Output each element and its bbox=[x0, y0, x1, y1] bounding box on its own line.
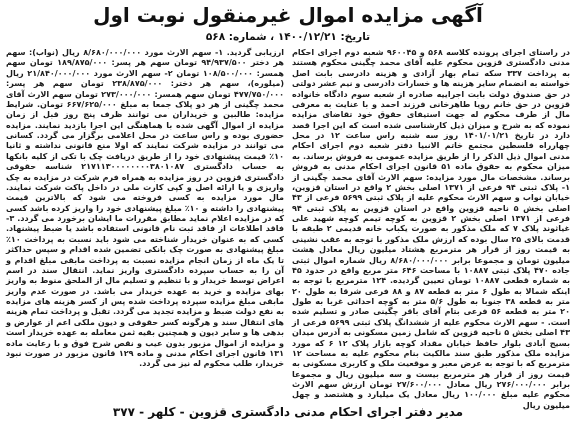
left-column-text: ارزیابی گردید. ۱- سهم الارث مورد ۸/۶۸۰/۰۰۰/۰۰۰ ریال (نواب): سهم هر دختر ۹۴/۹۳۷/۵۰۰ تومان سهم هر پسر: ۱۸۹/۸۷۵/۰۰۰ تومان سهم همسر: ۱۰۸/۵۰۰/۰۰۰ تومان ۲- سهم الارث مورد ۲۱/۸۴۰/۰۰۰/۰۰۰ ریال (میلوره)، سهم هر دختر: ۲۳۸/۸۷۵/۰۰۰ تومان سهم هر پسر: ۴۷۷/۷۵۰/۰۰۰ تومان سهم همسر: ۲۷۳/۰۰۰/۰۰۰ تومان سهم الارث آقای محمد چگینی از هر دو پلاک جمعا به مبلغ ۶۶۷/۶۲۵/۰۰۰ تومان. شرایط مزایده: طالبین و خریداران می توانند ظرف پنج روز قبل از زمان مزایده از اموال آگهی شده با هماهنگی این اجرا بازدید نمایند. مزایده حضوری بوده و راس ساعت در محل اعلامی برگزار می گردد. کسانی می توانند در مزایده شرکت نمایند که اولا منع قانونی نداشته و ثانیا ۱۰٪ قیمت پیشنهادی خود را از طریق دریافت چک با تکی از کلیه بانکها به حساب دادگستری ۲۱۷۱۱۳۰۰۰۰۰۰۰۰۳۸۰۱۰۸۷ شناسه حقوقی دادگستری قزوین در روز مزایده به همراه فرم شرکت در مزایده به چک واریزی و یا ارائه اصل و کپی کارت ملی در داخل پاکت شرکت نمایند. مال مورد مزایده به کسی فروخته می شود که بالاترین قیمت پیشنهادی را داشته و ۱۰٪ مبلغ پیشنهادی خود را واریز کرده باشد کسی که در مزایده اعلام نماید مطابق مقررات ما ایشان برخورد می گردد. ۳- فاقد اطلاعات از فاقد ثبت نام قانونی استفاده باشد یا ضبط پیشنهاد. کسی که به عنوان خریدار شناخته می شود باید نسبت به پرداخت ۱۰٪ مبلغ پیشنهادی به صورت چک بانکی تضمین شده اقدام و سپس حداکثر تا یک ماه از زمان انجام مزایده نسبت به پرداخت مابقی مبلغ اقدام و آن را به حساب سپرده دادگستری واریز نماید. انتقال سند در اسم اعراض توسط خریدار و با تنظیم و تسلیم مال از الملحق منوط به واریز بهای مزایده و خرید به عهده خریدار می باشد. در صورت عدم واریز مابقی مبلغ مزایده سپرده پرداخت شده پس از کسر هزینه های مزایده به نفع دولت ضبط و مزایده تجدید می گردد. تقبل و پرداخت تمام هزینه های انتقال سند و هرگونه کسر حقوقی و دیون ملکی اعم از عوارض و بدهی ها و سایر دیون و همچنین بقیه ثمن معامله به عهده خریدار است و مزایده از اموال مزبور بدون عیب و نقص شرح فوق و با رعایت ماده ۱۳۱ قانون اجرای احکام مدنی و ماده ۱۲۹ قانون مزبور در صورت نبود خریدار، طلب محکوم له نیز می گردد. bbox=[6, 48, 285, 369]
notice-body bbox=[6, 48, 571, 410]
right-column-text: در راستای اجرای پرونده کلاسه ۵۶۸ و ۹۶۰۰۴۵ شعبه دوم اجرای احکام مدنی دادگستری قزوین محکوم علیه آقای محمد چگینی محکوم هستند به پرداخت ۳۳۷ سکه تمام بهار آزادی و هزینه دادرسی بابت اصل خواسته به انضمام سایر هزینه ها و خسارات دادرسی و نیم عشر دولتی در حق صندوق دولت بابت اجراییه صادره از شعبه سوم دادگاه خانواده قزوین در حق خانم رویا طاهرخانی فرزند احمد و با عنایت به معرفی مال از طرف محکوم له جهت استیفای حقوق خود تقاضای مزایده نموده که به شرح و میزان ذیل کارشناسی شده است که این اجرا قصد دارد در تاریخ ۱۴۰۱/۰۱/۲۱ روز سه شنبه راس ساعت ۱۲ در محل چهارراه فلسطین مجتمع خاتم الانبیا دفتر شعبه دوم اجرای احکام مدنی اموال ذیل الذکر را از طریق مزایده عمومی به فروش برساند. به میزان محکوم به حقوق ماده ۵۱ قانون اجرای احکام مدنی به فروش برساند. مشخصات مال مورد مزایده: سهم الارث آقای محمد چگینی از ۱- پلاک ثبتی ۹۴ فرعی از ۱۳۷۱ اصلی بخش ۲ واقع در استان قزوین، خیابان نواب و سهم الارث محکوم علیه از پلاک ثبتی ۵۶۹۹ فرعی از ۴۳ اصلی بخش ۵ ناحیه قزوین واقع در استان قزوین به پلاک ثبتی ۹۴ فرعی از ۱۳۷۱ اصلی بخش ۲ قزوین به کوچه تیمم کوچه شهید علی غیاثوند پلاک ۷ که ملک مذکور به صورت یکباب خانه قدیمی ۲ طبقه با قدمت بالای ۲۵ سال بوده که ارزش ملک مذکور با توجه به عقب نشینی به قیمت روز از قرار هر مترمربع هشتاد میلیون ریال معادل هشت میلیون تومان و مجموعا برابر ۸/۶۸۰/۰۰۰/۰۰۰ ریال شماره اموال ثبتی جاده ۴۷۰ پلاک ثبتی ۱۰۸۸۷ با مساحت ۶۴۶ متر مربع واقع در حدود ۴۵ به شماره قطعی ۱۰۸۸۷ تومان تعیین گردیده. ۱۲۴ مترمربع با توجه به اینکه شمالا به طول ۶ متر به قطعه ۸۷ و ۸۸ فرعی شرقا به طول ۲۰ متر به قطعه ۳۸ جنوبا به طول ۵/۶ متر به کوچه احداثی غربا به طول ۲۰ متر به قطعه ۵۶ فرعی بتام آقای باقر چگینی صادر و تسلیم شده است. - سهم الارث محکوم علیه از ششدانگ پلاک ثبتی ۵۶۹۹ فرعی از ۴۳ اصلی بخش ۵ ناحیه قزوین که شامل زمین مسکونی به آدرس میدان بسیج آبادی بلوار حافظ خیابان مقداد کوچه بازار پلاک ۱۲ ۶ که مورد مزایده ملک مذکور طبق سند مالکیت بنام محکوم علیه به مساحت ۱۲ مترمربع که با توجه به عرض معبر و موقعیت ملک و کاربری مسکونی به قیمت روز از قرار هر مترمربع بیست و سه میلیون ریال و مجموعا برابر ۲۷۶/۰۰۰/۰۰۰ ریال معادل ۲۷/۶۰۰/۰۰۰ تومان ارزش سهم الارث محکوم علیه مبلغ ۱۰۰/۰۰۰ ریال معادل یک میلیارد و هشتصد و چهل میلیون ریال bbox=[292, 48, 571, 410]
notice-right-column bbox=[292, 48, 571, 410]
notice-title: آگهی مزایده اموال غیرمنقول نوبت اول bbox=[93, 3, 483, 27]
notice-left-column bbox=[6, 48, 284, 398]
notice-signature: مدیر دفتر اجرای احکام مدنی دادگستری قزوین - کلهر - ۳۷۷ bbox=[112, 405, 464, 419]
notice-header bbox=[0, 0, 576, 46]
notice-date-number: تاریخ: ۱۴۰۰/۱۲/۲۱ ، شماره: ۵۶۸ bbox=[205, 31, 371, 43]
